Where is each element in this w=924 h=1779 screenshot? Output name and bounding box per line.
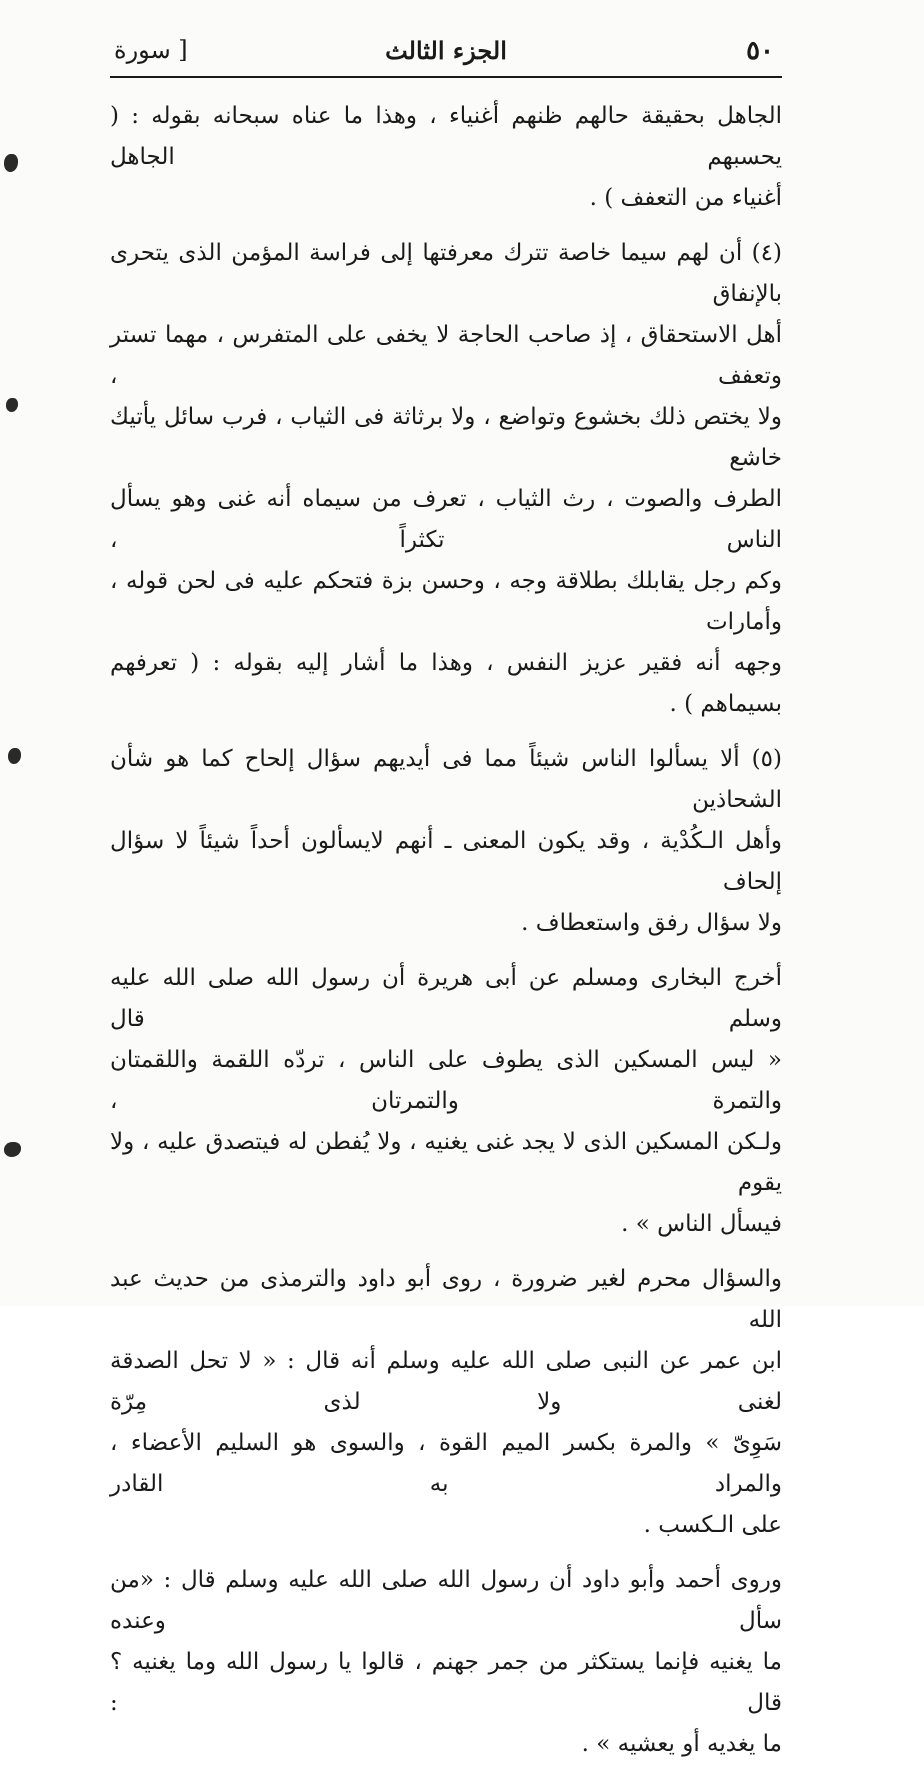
- text-line: الجاهل بحقيقة حالهم ظنهم أغنياء ، وهذا ما عناه سبحانه بقوله : ( يحسبهم الجاهل: [110, 103, 782, 170]
- surah-label: [ سورة: [114, 36, 188, 64]
- paragraph-6: [110, 1560, 782, 1765]
- text-line: أهل الاستحقاق ، إذ صاحب الحاجة لا يخفى على المتفرس ، مهما تستر وتعفف ،: [110, 322, 782, 389]
- paragraph-1: [110, 96, 782, 219]
- text-line: والسؤال محرم لغير ضرورة ، روى أبو داود والترمذى من حديث عبد الله: [110, 1266, 782, 1333]
- text-line: ابن عمر عن النبى صلى الله عليه وسلم أنه قال : « لا تحل الصدقة لغنى ولا لذى مِرّة: [110, 1348, 782, 1415]
- scan-ink-mark: [4, 154, 18, 172]
- text-line: على الـكسب .: [643, 1512, 782, 1538]
- text-line: ولا سؤال رفق واستعطاف .: [521, 910, 782, 936]
- text-line: ما يغديه أو يعشيه » .: [581, 1731, 782, 1757]
- text-line: وكم رجل يقابلك بطلاقة وجه ، وحسن بزة فتحكم عليه فى لحن قوله ، وأمارات: [110, 568, 782, 635]
- scan-ink-mark: [4, 1142, 21, 1157]
- text-line: أخرج البخارى ومسلم عن أبى هريرة أن رسول الله صلى الله عليه وسلم قال: [110, 965, 782, 1032]
- scan-ink-mark: [8, 748, 21, 764]
- page-body: [110, 96, 782, 1779]
- text-line: سَوِىّ » والمرة بكسر الميم القوة ، والسوى هو السليم الأعضاء ، والمراد به القادر: [110, 1430, 782, 1497]
- header-rule: [110, 76, 782, 78]
- paragraph-5: [110, 1259, 782, 1546]
- text-line: ولا يختص ذلك بخشوع وتواضع ، ولا برثاثة فى الثياب ، فرب سائل يأتيك خاشع: [110, 404, 782, 471]
- text-line: وروى أحمد وأبو داود أن رسول الله صلى الله عليه وسلم قال : «من سأل وعنده: [110, 1567, 782, 1634]
- page-number: ٥٠: [746, 36, 774, 66]
- text-line: فيسأل الناس » .: [621, 1211, 782, 1237]
- paragraph-4: [110, 958, 782, 1245]
- paragraph-3: [110, 739, 782, 944]
- text-line: (٤) أن لهم سيما خاصة تترك معرفتها إلى فراسة المؤمن الذى يتحرى بالإنفاق: [110, 240, 782, 307]
- text-line: « ليس المسكين الذى يطوف على الناس ، تردّه اللقمة واللقمتان والتمرة والتمرتان ،: [110, 1047, 782, 1114]
- page-header: [110, 30, 782, 76]
- text-line: وجهه أنه فقير عزيز النفس ، وهذا ما أشار إليه بقوله : ( تعرفهم بسيماهم ) .: [110, 650, 782, 717]
- paragraph-2: [110, 233, 782, 725]
- text-line: (٥) ألا يسألوا الناس شيئاً مما فى أيديهم سؤال إلحاح كما هو شأن الشحاذين: [110, 746, 782, 813]
- text-line: وأهل الـكُدْية ، وقد يكون المعنى ـ أنهم لايسألون أحداً شيئاً لا سؤال إلحاف: [110, 828, 782, 895]
- text-line: الطرف والصوت ، رث الثياب ، تعرف من سيماه أنه غنى وهو يسأل الناس تكثراً ،: [110, 486, 782, 553]
- text-line: ولـكن المسكين الذى لا يجد غنى يغنيه ، ولا يُفطن له فيتصدق عليه ، ولا يقوم: [110, 1129, 782, 1196]
- scan-ink-mark: [6, 398, 18, 412]
- text-line: أغنياء من التعفف ) .: [589, 185, 782, 211]
- text-line: ما يغنيه فإنما يستكثر من جمر جهنم ، قالوا يا رسول الله وما يغنيه ؟ قال :: [110, 1649, 782, 1716]
- running-title: الجزء الثالث: [385, 36, 507, 65]
